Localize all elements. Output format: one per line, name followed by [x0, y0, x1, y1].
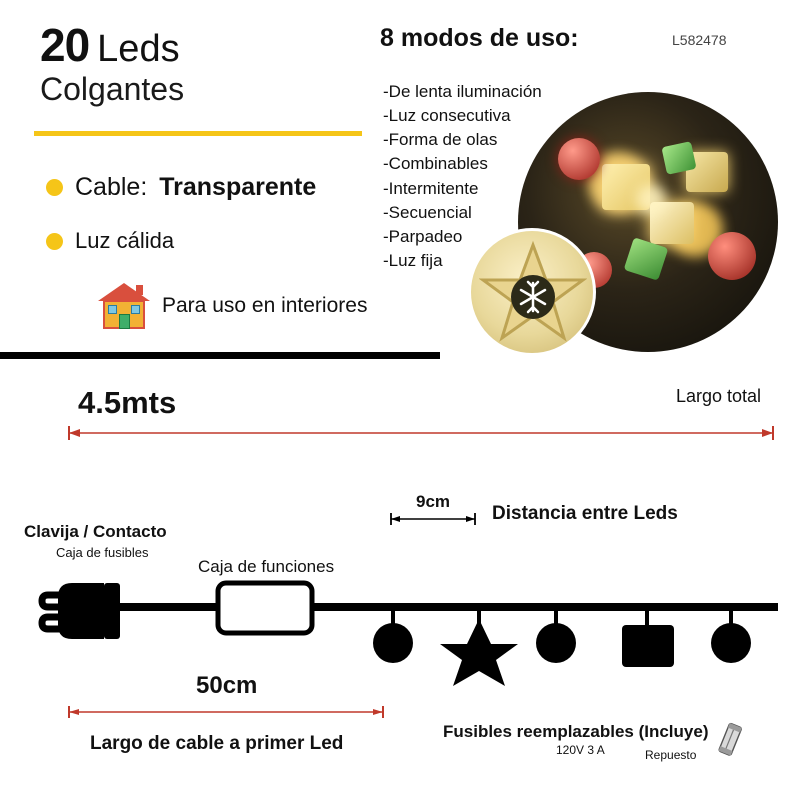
led-string-diagram — [0, 565, 800, 695]
plug-icon — [42, 583, 120, 639]
led-spacing-label: Distancia entre Leds — [492, 503, 678, 524]
function-box-icon — [218, 583, 312, 633]
product-title-block — [40, 19, 360, 107]
led-spacing-arrow — [388, 512, 478, 526]
mode-item: -Luz consecutiva — [383, 106, 511, 126]
pendant-star-led — [440, 607, 518, 686]
plug-title: Clavija / Contacto — [24, 522, 167, 541]
yellow-divider — [34, 131, 362, 136]
house-icon — [98, 283, 150, 329]
mode-item: -Intermitente — [383, 178, 479, 198]
feature-cable — [46, 173, 316, 202]
mode-item: -Luz fija — [383, 250, 443, 270]
section-divider — [0, 352, 440, 359]
headline — [40, 19, 360, 71]
mode-item: -Forma de olas — [383, 130, 498, 150]
mode-item: -Parpadeo — [383, 226, 463, 246]
cable-value: Transparente — [159, 173, 317, 201]
pendant-cube-led — [622, 607, 674, 667]
modes-title: 8 modos de uso: — [380, 24, 579, 52]
bullet-dot-icon — [46, 233, 63, 250]
product-subtitle: Colgantes — [40, 71, 185, 107]
fuse-spare-label: Repuesto — [645, 748, 697, 762]
first-led-cable-arrow — [66, 705, 386, 719]
first-led-cable-label: Largo de cable a primer Led — [90, 733, 344, 754]
total-length-arrow — [66, 425, 776, 441]
pendant-led — [711, 607, 751, 663]
total-length-label: Largo total — [676, 386, 762, 406]
led-word: Leds — [97, 28, 180, 70]
first-led-cable-value: 50cm — [196, 672, 258, 699]
led-spacing-value: 9cm — [416, 492, 451, 511]
indoor-label: Para uso en interiores — [162, 294, 368, 317]
pendant-led — [373, 607, 413, 663]
mode-item: -Combinables — [383, 154, 488, 174]
feature-warm-light — [46, 228, 174, 254]
function-box-label: Caja de funciones — [198, 557, 335, 576]
star-led-inset — [468, 228, 596, 356]
sku-code: L582478 — [672, 32, 727, 48]
fuse-icon — [712, 718, 746, 764]
star-icon — [479, 239, 587, 347]
cable-label: Cable: — [75, 173, 148, 201]
fuse-box-label: Caja de fusibles — [56, 545, 149, 560]
feature-indoor-use — [98, 283, 367, 329]
fuse-voltage: 120V 3 A — [556, 743, 605, 757]
led-count: 20 — [40, 19, 90, 71]
pendant-led — [536, 607, 576, 663]
mode-item: -De lenta iluminación — [383, 82, 542, 101]
warm-light-label: Luz cálida — [75, 228, 175, 253]
mode-item: -Secuencial — [383, 202, 472, 222]
fuses-label: Fusibles reemplazables (Incluye) — [443, 722, 709, 741]
bullet-dot-icon — [46, 179, 63, 196]
total-length-value: 4.5mts — [78, 385, 177, 420]
